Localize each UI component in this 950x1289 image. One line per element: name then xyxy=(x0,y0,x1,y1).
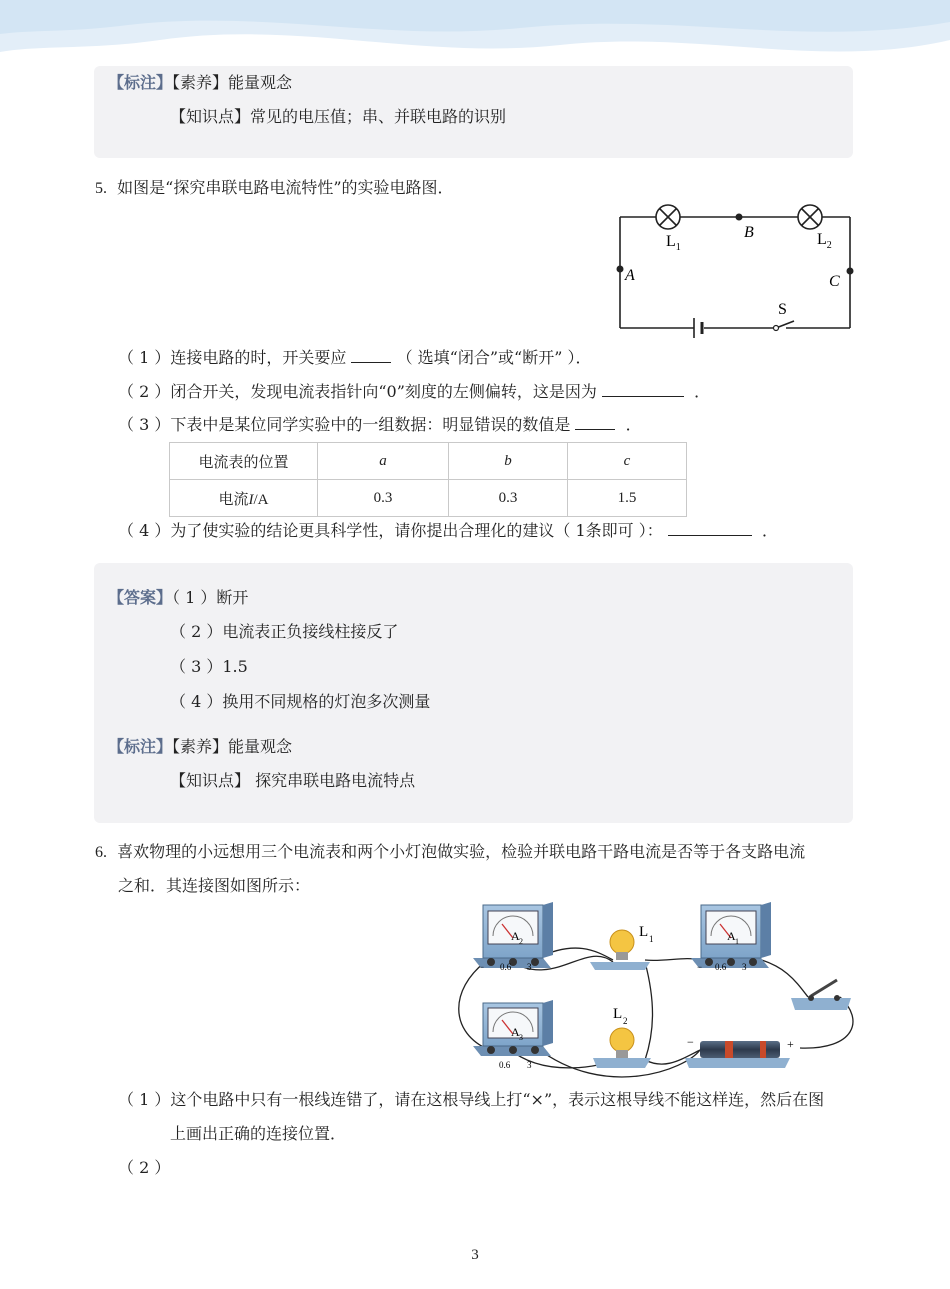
label-s: S xyxy=(778,301,787,318)
answer-blank[interactable] xyxy=(575,413,615,430)
table-cell: 0.3 xyxy=(449,480,568,517)
q6-sub1-line-1: （ 1 ）这个电路中只有一根线连错了，请在这根导线上打“×”，表示这根导线不能这样连，然后在图 xyxy=(118,1090,825,1109)
q5-sub1: （ 1 ）连接电路的时，开关要应 （ 选填“闭合”或“断开” ）． xyxy=(118,348,592,367)
header-wave-decoration xyxy=(0,0,950,70)
answer-note-2: 【知识点】 探究串联电路电流特点 xyxy=(170,771,416,790)
answer-line-1: 【答案】（ 1 ）断开 xyxy=(108,588,249,607)
svg-text:A: A xyxy=(511,1025,520,1039)
bulb-l2 xyxy=(593,1006,651,1068)
svg-text:L: L xyxy=(613,1006,623,1022)
bulb-l1 xyxy=(590,924,654,970)
svg-text:−: − xyxy=(687,1035,694,1049)
svg-text:3: 3 xyxy=(742,962,747,972)
q5-sub4: （ 4 ）为了使实验的结论更具科学性，请你提出合理化的建议（ 1条即可 ）： ． xyxy=(118,521,778,540)
svg-text:−: − xyxy=(479,962,485,972)
node-b xyxy=(736,214,743,221)
table-cell: 电流I/A xyxy=(170,480,318,517)
note-knowledge: 【知识点】常见的电压值；串、并联电路的识别 xyxy=(170,107,507,126)
note-line-1 xyxy=(108,72,292,94)
answer-blank[interactable] xyxy=(351,346,391,363)
table-cell: 电流表的位置 xyxy=(170,443,318,480)
q6-stem-line-2: 之和．其连接图如图所示： xyxy=(118,876,311,895)
note-literacy: 【素养】能量观念 xyxy=(172,73,293,92)
svg-text:3: 3 xyxy=(527,1060,532,1070)
svg-text:1: 1 xyxy=(735,937,739,946)
ammeter-a2 xyxy=(473,902,553,972)
svg-text:A: A xyxy=(511,929,520,943)
svg-text:A: A xyxy=(727,929,736,943)
current-data-table xyxy=(169,442,687,517)
svg-text:1: 1 xyxy=(649,934,654,944)
label-l1: $L_1$ xyxy=(666,233,681,253)
page-number: 3 xyxy=(471,1247,479,1263)
q5-sub2: （ 2 ）闭合开关，发现电流表指针向“0”刻度的左侧偏转，这是因为 ． xyxy=(118,382,711,401)
q6-sub1-line-2: 上画出正确的连接位置． xyxy=(170,1124,347,1143)
answer-blank[interactable] xyxy=(668,519,752,536)
label-l2: $L_2$ xyxy=(817,231,832,251)
svg-text:0.6: 0.6 xyxy=(500,962,512,972)
ammeter-a1 xyxy=(691,902,771,972)
answer-tag: 【答案】 xyxy=(108,588,173,607)
answer-line-4: （ 4 ）换用不同规格的灯泡多次测量 xyxy=(170,692,431,711)
table-row xyxy=(170,480,687,517)
node-c xyxy=(847,268,854,275)
q6-stem-line-1: 6. 喜欢物理的小远想用三个电流表和两个小灯泡做实验，检验并联电路干路电流是否等于各支路电流 xyxy=(95,842,806,861)
table-row xyxy=(170,443,687,480)
series-circuit-diagram xyxy=(610,200,860,340)
table-cell: b xyxy=(449,443,568,480)
svg-text:2: 2 xyxy=(519,937,523,946)
knife-switch xyxy=(791,980,851,1010)
note-tag: 【标注】 xyxy=(108,73,173,92)
svg-text:2: 2 xyxy=(623,1016,628,1026)
table-cell: 1.5 xyxy=(568,480,687,517)
svg-text:3: 3 xyxy=(519,1033,523,1042)
answer-blank[interactable] xyxy=(602,380,684,397)
label-c: C xyxy=(829,273,840,290)
table-cell: a xyxy=(318,443,449,480)
svg-text:0.6: 0.6 xyxy=(499,1060,511,1070)
q6-sub2: （ 2 ） xyxy=(118,1158,171,1177)
answer-line-2: （ 2 ）电流表正负接线柱接反了 xyxy=(170,622,399,641)
ammeter-a3 xyxy=(473,1000,553,1070)
q5-stem: 5. 如图是“探究串联电路电流特性”的实验电路图． xyxy=(95,178,454,197)
label-b: B xyxy=(744,224,754,241)
node-a xyxy=(617,266,624,273)
svg-text:L: L xyxy=(639,924,649,940)
table-cell: c xyxy=(568,443,687,480)
svg-text:+: + xyxy=(787,1037,794,1051)
parallel-circuit-figure xyxy=(455,900,855,1085)
svg-text:0.6: 0.6 xyxy=(715,962,727,972)
svg-text:3: 3 xyxy=(527,962,532,972)
note-tag: 【标注】 xyxy=(108,737,173,756)
answer-line-3: （ 3 ）1.5 xyxy=(170,657,248,676)
svg-text:−: − xyxy=(697,962,703,972)
answer-note-1: 【标注】【素养】能量观念 xyxy=(108,737,293,756)
table-cell: 0.3 xyxy=(318,480,449,517)
q5-sub3: （ 3 ）下表中是某位同学实验中的一组数据：明显错误的数值是 ． xyxy=(118,415,642,434)
battery-pack xyxy=(685,1035,794,1068)
label-a: A xyxy=(625,267,635,284)
